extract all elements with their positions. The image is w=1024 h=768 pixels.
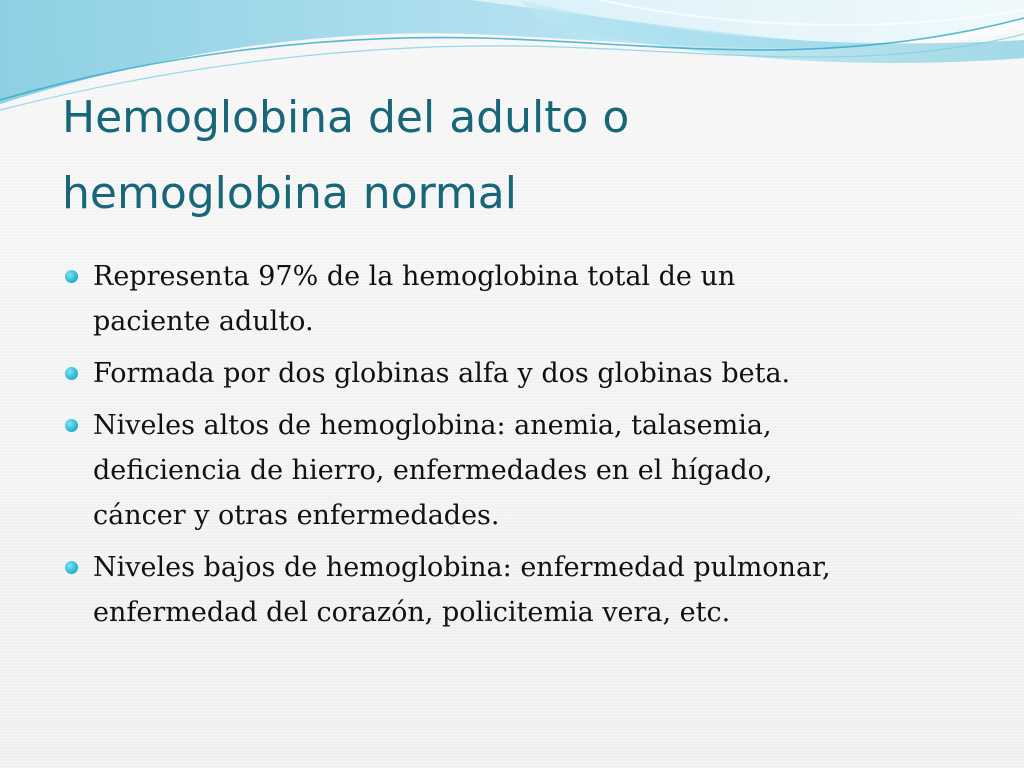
bullet-item-1-line-1: Representa 97% de la hemoglobina total de un	[93, 261, 736, 292]
bullet-item-3-line-3: cáncer y otras enfermedades.	[93, 500, 500, 531]
bullet-item-4-line-2: enfermedad del corazón, policitemia vera, etc.	[93, 597, 731, 628]
bullet-item-1	[62, 254, 992, 344]
bullet-dot-icon	[65, 561, 78, 574]
slide-title-line-1: Hemoglobina del adulto o	[62, 92, 630, 143]
bullet-dot-icon	[65, 270, 78, 283]
bullet-item-4-line-1: Niveles bajos de hemoglobina: enfermedad pulmonar,	[93, 552, 831, 583]
bullet-item-4	[62, 545, 992, 635]
bullet-dot-icon	[65, 419, 78, 432]
bullet-item-3-line-2: deficiencia de hierro, enfermedades en el hígado,	[93, 455, 773, 486]
bullet-item-2	[62, 351, 992, 396]
slide-title-line-2: hemoglobina normal	[62, 168, 517, 219]
bullet-item-2-line-1: Formada por dos globinas alfa y dos globinas beta.	[93, 358, 791, 389]
slide-title	[62, 80, 982, 232]
bullet-item-1-line-2: paciente adulto.	[93, 306, 314, 337]
bullet-list	[62, 254, 992, 642]
bullet-dot-icon	[65, 367, 78, 380]
bullet-item-3	[62, 403, 992, 538]
bullet-item-3-line-1: Niveles altos de hemoglobina: anemia, talasemia,	[93, 410, 772, 441]
